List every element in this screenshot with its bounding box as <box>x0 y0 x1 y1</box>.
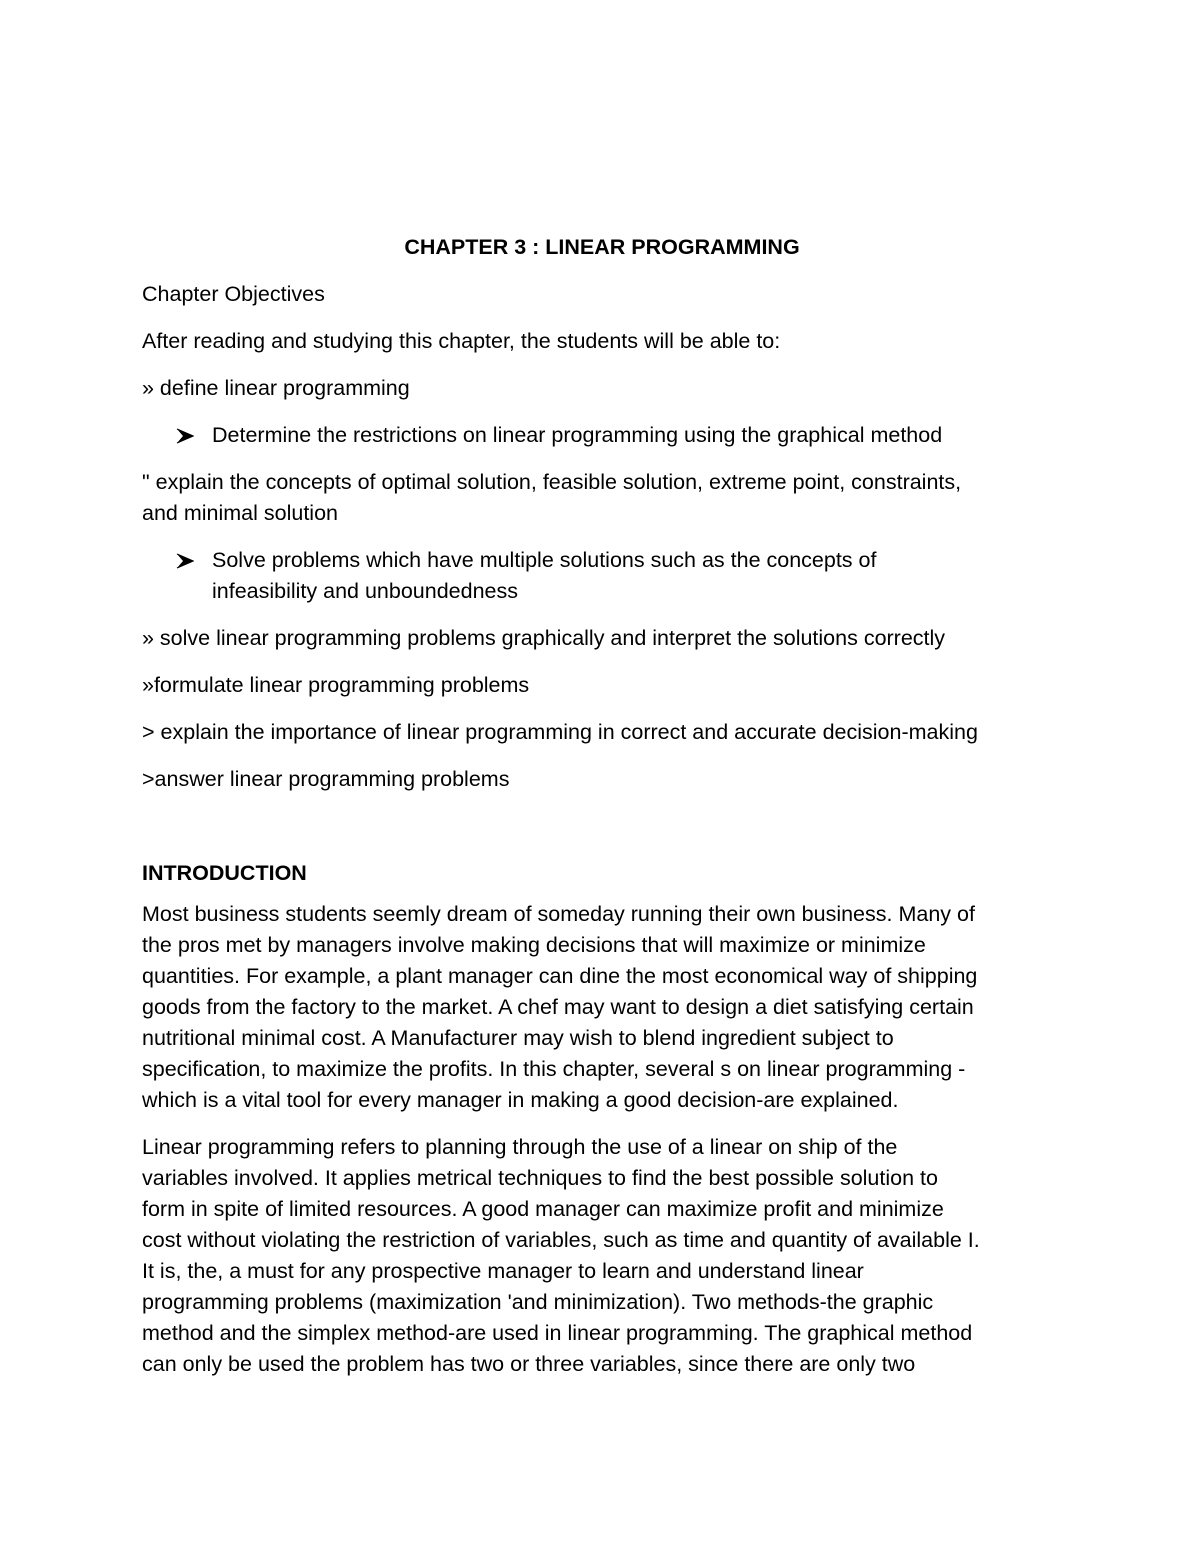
objective-arrow-item <box>142 420 1062 451</box>
section-spacer <box>142 811 1062 858</box>
paragraph-line: Most business students seemly dream of someday running their own business. Many of <box>142 902 975 926</box>
objective-line: Solve problems which have multiple solutions such as the concepts of <box>212 548 877 572</box>
objective-item <box>142 623 1062 654</box>
paragraph-line: specification, to maximize the profits. In this chapter, several s on linear programming - <box>142 1057 966 1081</box>
paragraph-line: form in spite of limited resources. A good manager can maximize profit and minimize <box>142 1197 944 1221</box>
paragraph-line: quantities. For example, a plant manager can dine the most economical way of shipping <box>142 964 978 988</box>
paragraph-line: programming problems (maximization 'and minimization). Two methods-the graphic <box>142 1290 934 1314</box>
objective-line: »formulate linear programming problems <box>142 673 530 697</box>
introduction-paragraph <box>142 1132 1062 1380</box>
objectives-heading: Chapter Objectives <box>142 282 325 306</box>
objective-line: » solve linear programming problems graphically and interpret the solutions correctly <box>142 626 946 650</box>
paragraph-line: can only be used the problem has two or three variables, since there are only two <box>142 1352 916 1376</box>
paragraph-line: nutritional minimal cost. A Manufacturer may wish to blend ingredient subject to <box>142 1026 894 1050</box>
objective-item <box>142 467 1062 529</box>
objective-line: " explain the concepts of optimal solution, feasible solution, extreme point, constraints, <box>142 470 962 494</box>
objective-line: Determine the restrictions on linear programming using the graphical method <box>212 423 943 447</box>
objective-line: infeasibility and unboundedness <box>212 579 519 603</box>
chapter-title: CHAPTER 3 : LINEAR PROGRAMMING <box>404 235 800 259</box>
objective-item <box>142 670 1062 701</box>
objective-item <box>142 373 1062 404</box>
arrow-bullet-icon <box>176 420 200 451</box>
paragraph-line: which is a vital tool for every manager in making a good decision-are explained. <box>142 1088 899 1112</box>
paragraph-line: variables involved. It applies metrical techniques to find the best possible solution to <box>142 1166 938 1190</box>
objectives-intro: After reading and studying this chapter, the students will be able to: <box>142 329 781 353</box>
arrow-bullet-icon <box>176 545 200 576</box>
objective-line: >answer linear programming problems <box>142 767 510 791</box>
objective-arrow-item <box>142 545 1062 607</box>
introduction-heading: INTRODUCTION <box>142 861 307 885</box>
objective-line: » define linear programming <box>142 376 410 400</box>
paragraph-line: method and the simplex method-are used in linear programming. The graphical method <box>142 1321 973 1345</box>
objective-line: and minimal solution <box>142 501 338 525</box>
document-content <box>142 232 1062 1396</box>
paragraph-line: It is, the, a must for any prospective manager to learn and understand linear <box>142 1259 864 1283</box>
objective-item <box>142 764 1062 795</box>
paragraph-line: Linear programming refers to planning through the use of a linear on ship of the <box>142 1135 898 1159</box>
paragraph-line: goods from the factory to the market. A chef may want to design a diet satisfying certain <box>142 995 974 1019</box>
objectives-list <box>142 373 1062 795</box>
introduction-paragraph <box>142 899 1062 1116</box>
paragraph-line: the pros met by managers involve making decisions that will maximize or minimize <box>142 933 926 957</box>
objective-item <box>142 717 1062 748</box>
objective-line: > explain the importance of linear programming in correct and accurate decision-making <box>142 720 978 744</box>
paragraph-line: cost without violating the restriction of variables, such as time and quantity of available I. <box>142 1228 980 1252</box>
